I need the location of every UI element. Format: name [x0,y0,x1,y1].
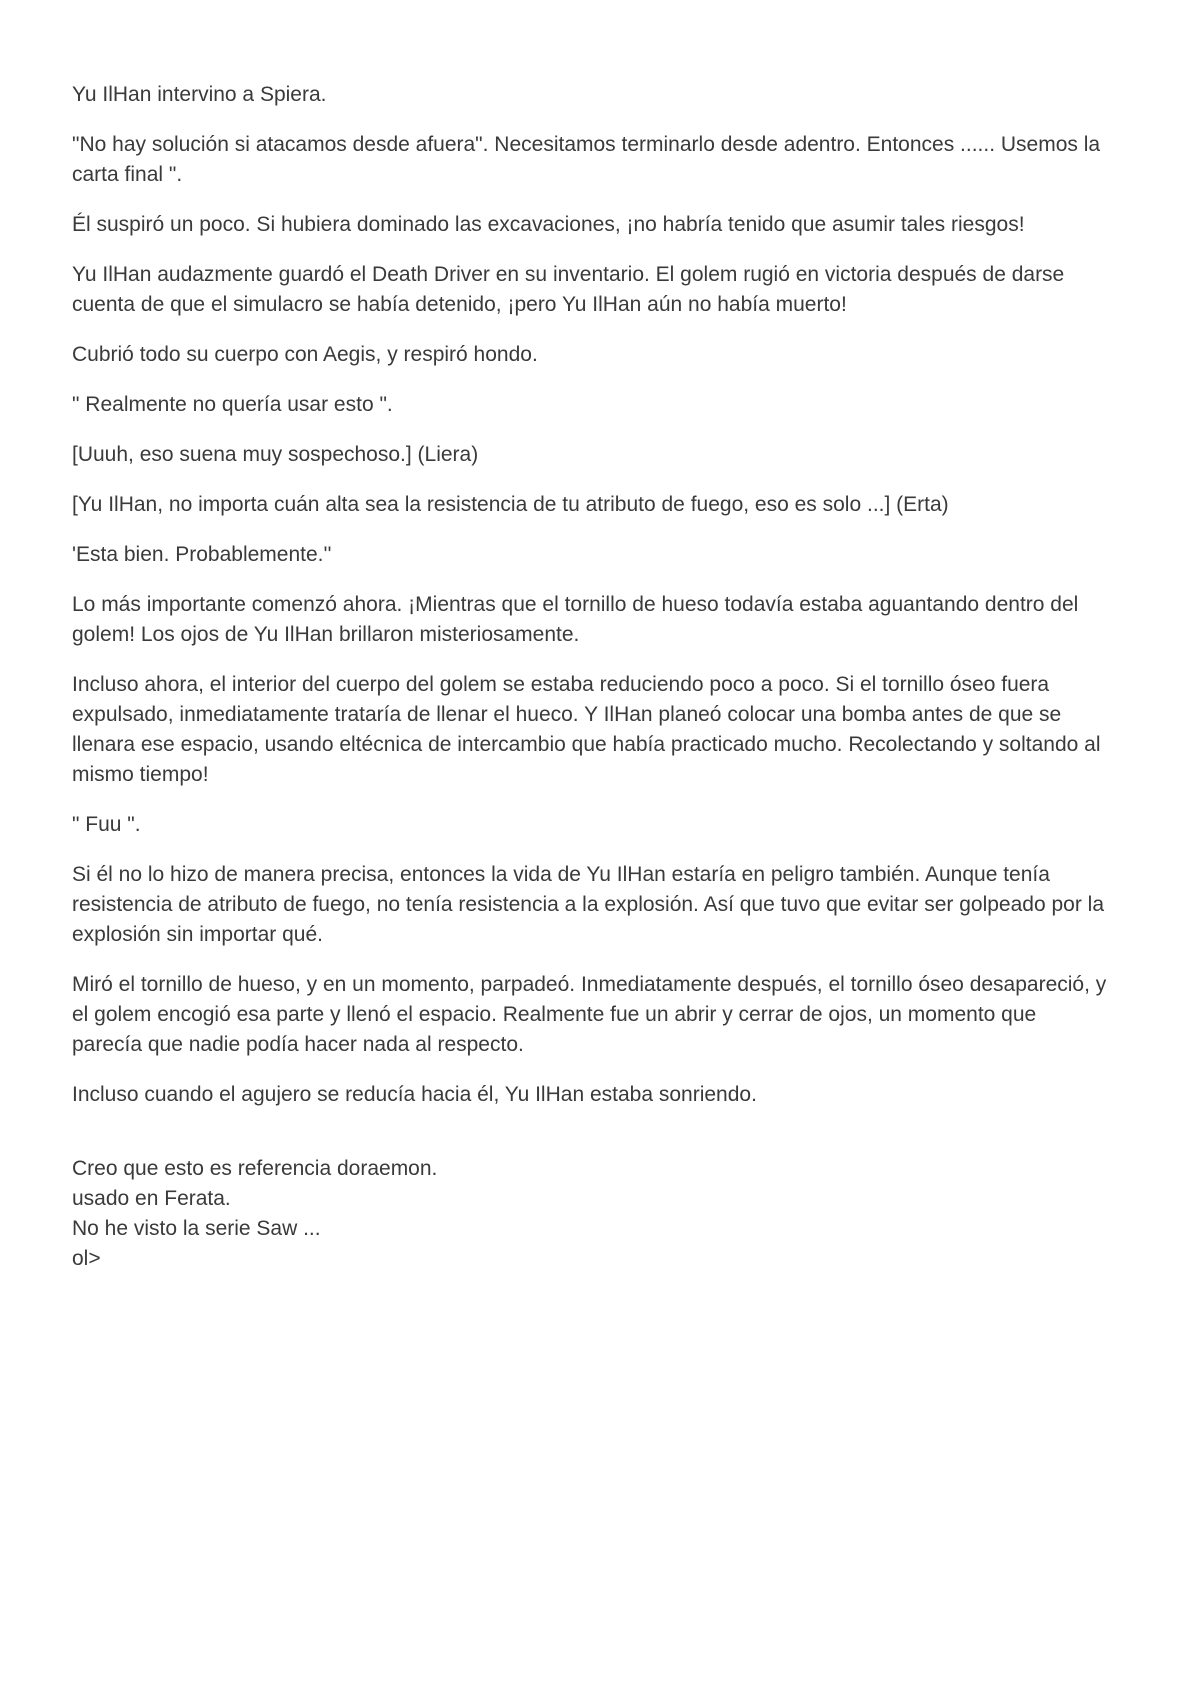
paragraph: Él suspiró un poco. Si hubiera dominado las excavaciones, ¡no habría tenido que asumir tales riesgos! [72,213,1025,236]
paragraph: Yu IlHan audazmente guardó el Death Driver en su inventario. El golem rugió en victoria después de darse cuenta de que el simulacro se había detenido, ¡pero Yu IlHan aún no había muerto! [72,263,1065,316]
note-line: No he visto la serie Saw ... [72,1217,321,1240]
paragraph: Yu IlHan intervino a Spiera. [72,83,327,106]
translator-notes [72,1154,1112,1274]
paragraph: [Uuuh, eso suena muy sospechoso.] (Liera) [72,443,479,466]
paragraph: "No hay solución si atacamos desde afuera". Necesitamos terminarlo desde adentro. Entonces ...... Usemos la carta final ". [72,133,1101,186]
paragraph: Incluso cuando el agujero se reducía hacia él, Yu IlHan estaba sonriendo. [72,1083,757,1106]
document-page [72,80,1112,1274]
note-line: usado en Ferata. [72,1187,231,1210]
paragraph: " Fuu ". [72,813,141,836]
paragraph: 'Esta bien. Probablemente.'' [72,543,332,566]
paragraph: Incluso ahora, el interior del cuerpo del golem se estaba reduciendo poco a poco. Si el tornillo óseo fuera expulsado, inmediatamente trataría de llenar el hueco. Y IlHan planeó colocar una bomba antes de que se llenara ese espacio, usando eltécnica de intercambio que había practicado mucho. Recolectando y soltando al mismo tiempo! [72,673,1101,786]
paragraph: Cubrió todo su cuerpo con Aegis, y respiró hondo. [72,343,538,366]
paragraph: Si él no lo hizo de manera precisa, entonces la vida de Yu IlHan estaría en peligro también. Aunque tenía resistencia de atributo de fuego, no tenía resistencia a la explosión. Así que tuvo que evitar ser golpeado por la explosión sin importar qué. [72,863,1104,946]
paragraph: Miró el tornillo de hueso, y en un momento, parpadeó. Inmediatamente después, el tornillo óseo desapareció, y el golem encogió esa parte y llenó el espacio. Realmente fue un abrir y cerrar de ojos, un momento que parecía que nadie podía hacer nada al respecto. [72,973,1107,1056]
note-line: Creo que esto es referencia doraemon. [72,1157,438,1180]
note-line: ol> [72,1247,101,1270]
paragraph: Lo más importante comenzó ahora. ¡Mientras que el tornillo de hueso todavía estaba aguantando dentro del golem! Los ojos de Yu IlHan brillaron misteriosamente. [72,593,1079,646]
paragraph: " Realmente no quería usar esto ". [72,393,393,416]
paragraph: [Yu IlHan, no importa cuán alta sea la resistencia de tu atributo de fuego, eso es solo ...] (Erta) [72,493,949,516]
